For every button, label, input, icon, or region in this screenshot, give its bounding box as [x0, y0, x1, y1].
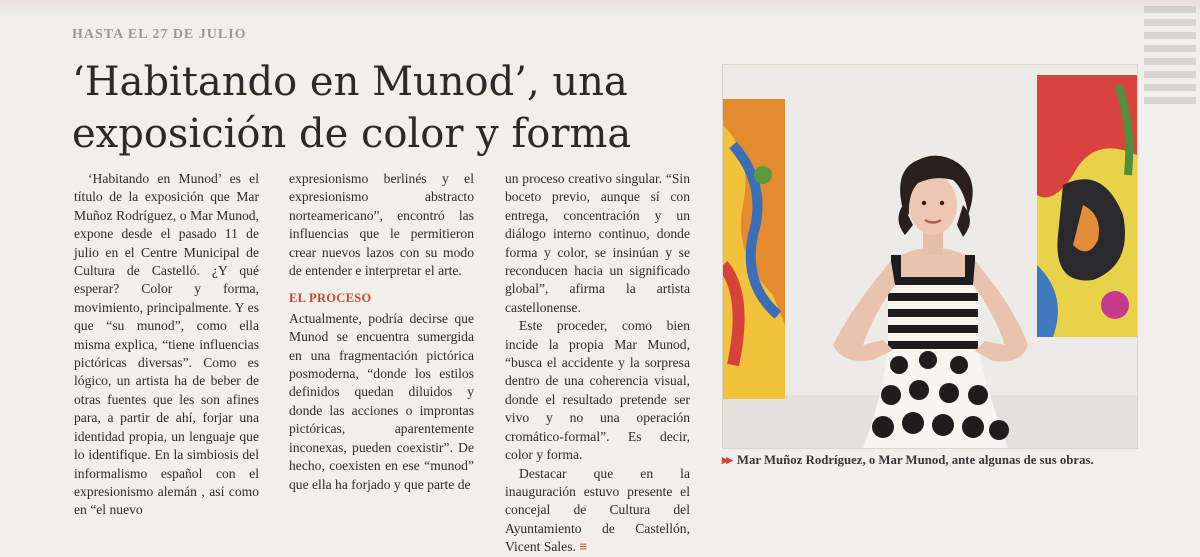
photo-caption — [722, 453, 1152, 468]
kicker: HASTA EL 27 DE JULIO — [72, 27, 247, 42]
headline: ‘Habitando en Munod’, una exposición de color y forma — [72, 59, 632, 157]
adjacent-column-bleed — [1140, 0, 1200, 140]
caption-text: Mar Muñoz Rodríguez, o Mar Munod, ante algunas de sus obras. — [736, 453, 1094, 467]
article-column-2 — [289, 170, 474, 494]
article-column-3 — [505, 170, 690, 557]
subheading: EL PROCESO — [289, 291, 372, 306]
end-of-article-mark: ≡ — [579, 539, 586, 555]
paragraph: ‘Habitando en Munod’ es el título de la exposición que Mar Muñoz Rodríguez, o Mar Munod, expone desde el pasado 11 de julio en el Centre Municipal de Cultura de Castelló. ¿Y qué esperar? Color y forma, movimiento, principalmente. Y es que “su munod”, como ella misma explica, “tiene influencias pictóricas diversas”. Como es lógico, un artista ha de beber de otras fuentes que les son afines para, a partir de ahí, forjar una identidad propia, un lenguaje que lo identifique. En la simbiosis del informalismo español con el expresionismo alemán , así como en “el nuevo — [74, 171, 259, 518]
painting-left — [723, 99, 785, 399]
caption-arrow-icon: ▸▸ — [722, 453, 731, 467]
article-column-1 — [74, 170, 259, 520]
paragraph — [505, 465, 690, 557]
paragraph: expresionismo berlinés y el expresionismo abstracto norteamericano”, encontró las influencias que le permitieron crear nuevos lazos con su modo de entender e interpretar el arte. — [289, 171, 474, 279]
paragraph: un proceso creativo singular. “Sin boceto previo, aunque sí con entrega, concentración y un diálogo interno continuo, donde forma y color, se insinúan y se reconducen hacia un significado global”, afirma la artista castellonense. — [505, 171, 690, 315]
previous-page-bleed — [0, 0, 1200, 14]
paragraph-text: Destacar que en la inauguración estuvo presente el concejal de Cultura del Ayuntamiento de Castellón, Vicent Sales. — [505, 465, 690, 555]
artist-photo — [722, 64, 1138, 449]
paragraph: Este proceder, como bien incide la propia Mar Munod, “busca el accidente y la sorpresa dentro de una coherencia visual, donde el resultado pretende ser vivo y no una operación cromático-formal”. Es decir, color y forma. — [505, 318, 690, 463]
paragraph: Actualmente, podría decirse que Munod se encuentra sumergida en una fragmentación pictórica posmoderna, “donde los estilos definidos quedan diluidos y donde las acciones o improntas pictóricas, aparentemente inconexas, pueden coexistir”. De hecho, coexisten en ese “munod” que ella ha forjado y que parte de — [289, 310, 474, 492]
photo-illustration — [723, 65, 1137, 448]
painting-right — [1037, 75, 1137, 337]
